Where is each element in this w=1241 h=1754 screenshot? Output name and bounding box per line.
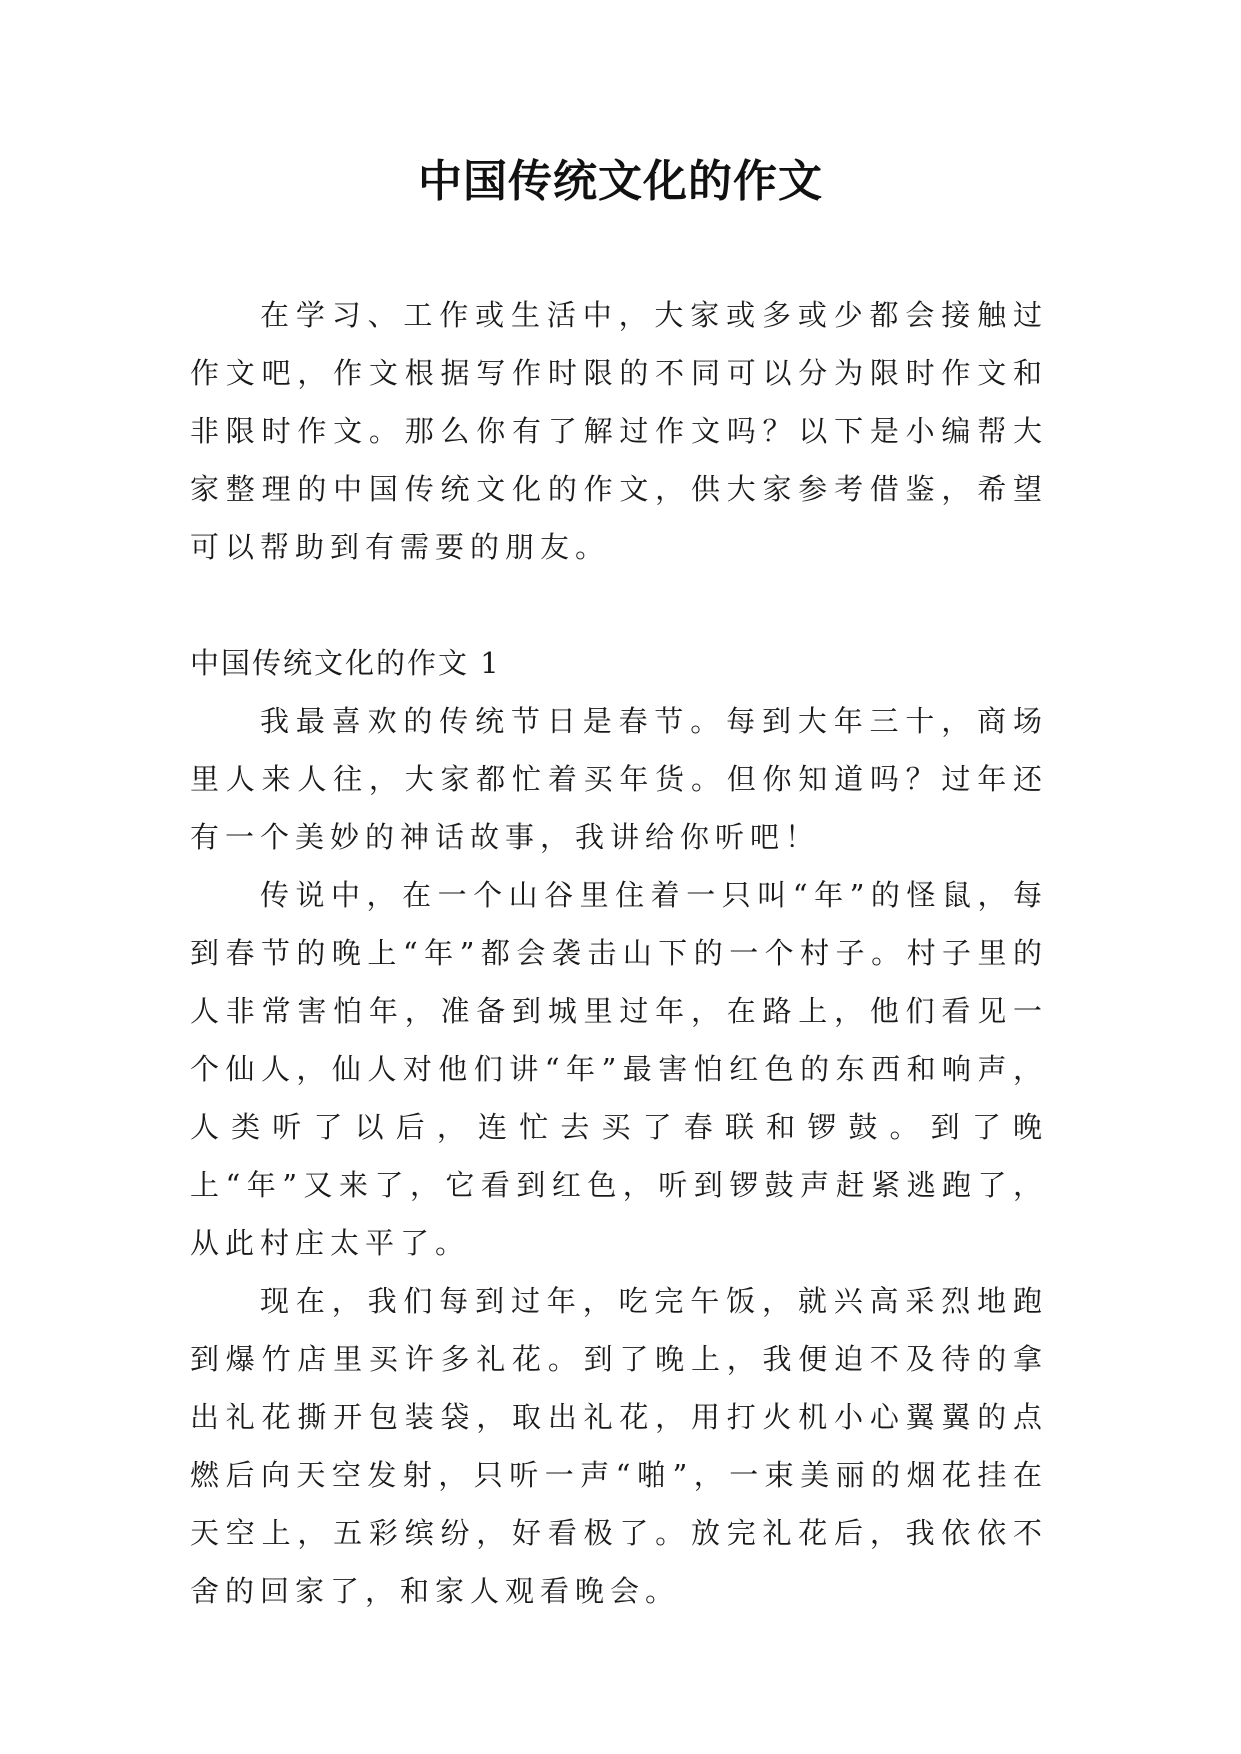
document-body xyxy=(190,286,1048,1620)
body-paragraph-3: 现在，我们每到过年，吃完午饭，就兴高采烈地跑到爆竹店里买许多礼花。到了晚上，我便迫不及待的拿出礼花撕开包装袋，取出礼花，用打火机小心翼翼的点燃后向天空发射，只听一声“啪”，一束美丽的烟花挂在天空上，五彩缤纷，好看极了。放完礼花后，我依依不舍的回家了，和家人观看晚会。 xyxy=(190,1284,1048,1608)
intro-paragraph: 在学习、工作或生活中，大家或多或少都会接触过作文吧，作文根据写作时限的不同可以分为限时作文和非限时作文。那么你有了解过作文吗？以下是小编帮大家整理的中国传统文化的作文，供大家参考借鉴，希望可以帮助到有需要的朋友。 xyxy=(190,298,1048,564)
body-paragraph-1: 我最喜欢的传统节日是春节。每到大年三十，商场里人来人往，大家都忙着买年货。但你知道吗？过年还有一个美妙的神话故事，我讲给你听吧！ xyxy=(190,704,1048,854)
section-heading: 中国传统文化的作文 1 xyxy=(190,646,501,680)
body-paragraph-2: 传说中，在一个山谷里住着一只叫“年”的怪鼠，每到春节的晚上“年”都会袭击山下的一个村子。村子里的人非常害怕年，准备到城里过年，在路上，他们看见一个仙人，仙人对他们讲“年”最害怕红色的东西和响声，人类听了以后，连忙去买了春联和锣鼓。到了晚上“年”又来了，它看到红色，听到锣鼓声赶紧逃跑了，从此村庄太平了。 xyxy=(190,878,1048,1260)
document-title: 中国传统文化的作文 xyxy=(418,156,823,207)
